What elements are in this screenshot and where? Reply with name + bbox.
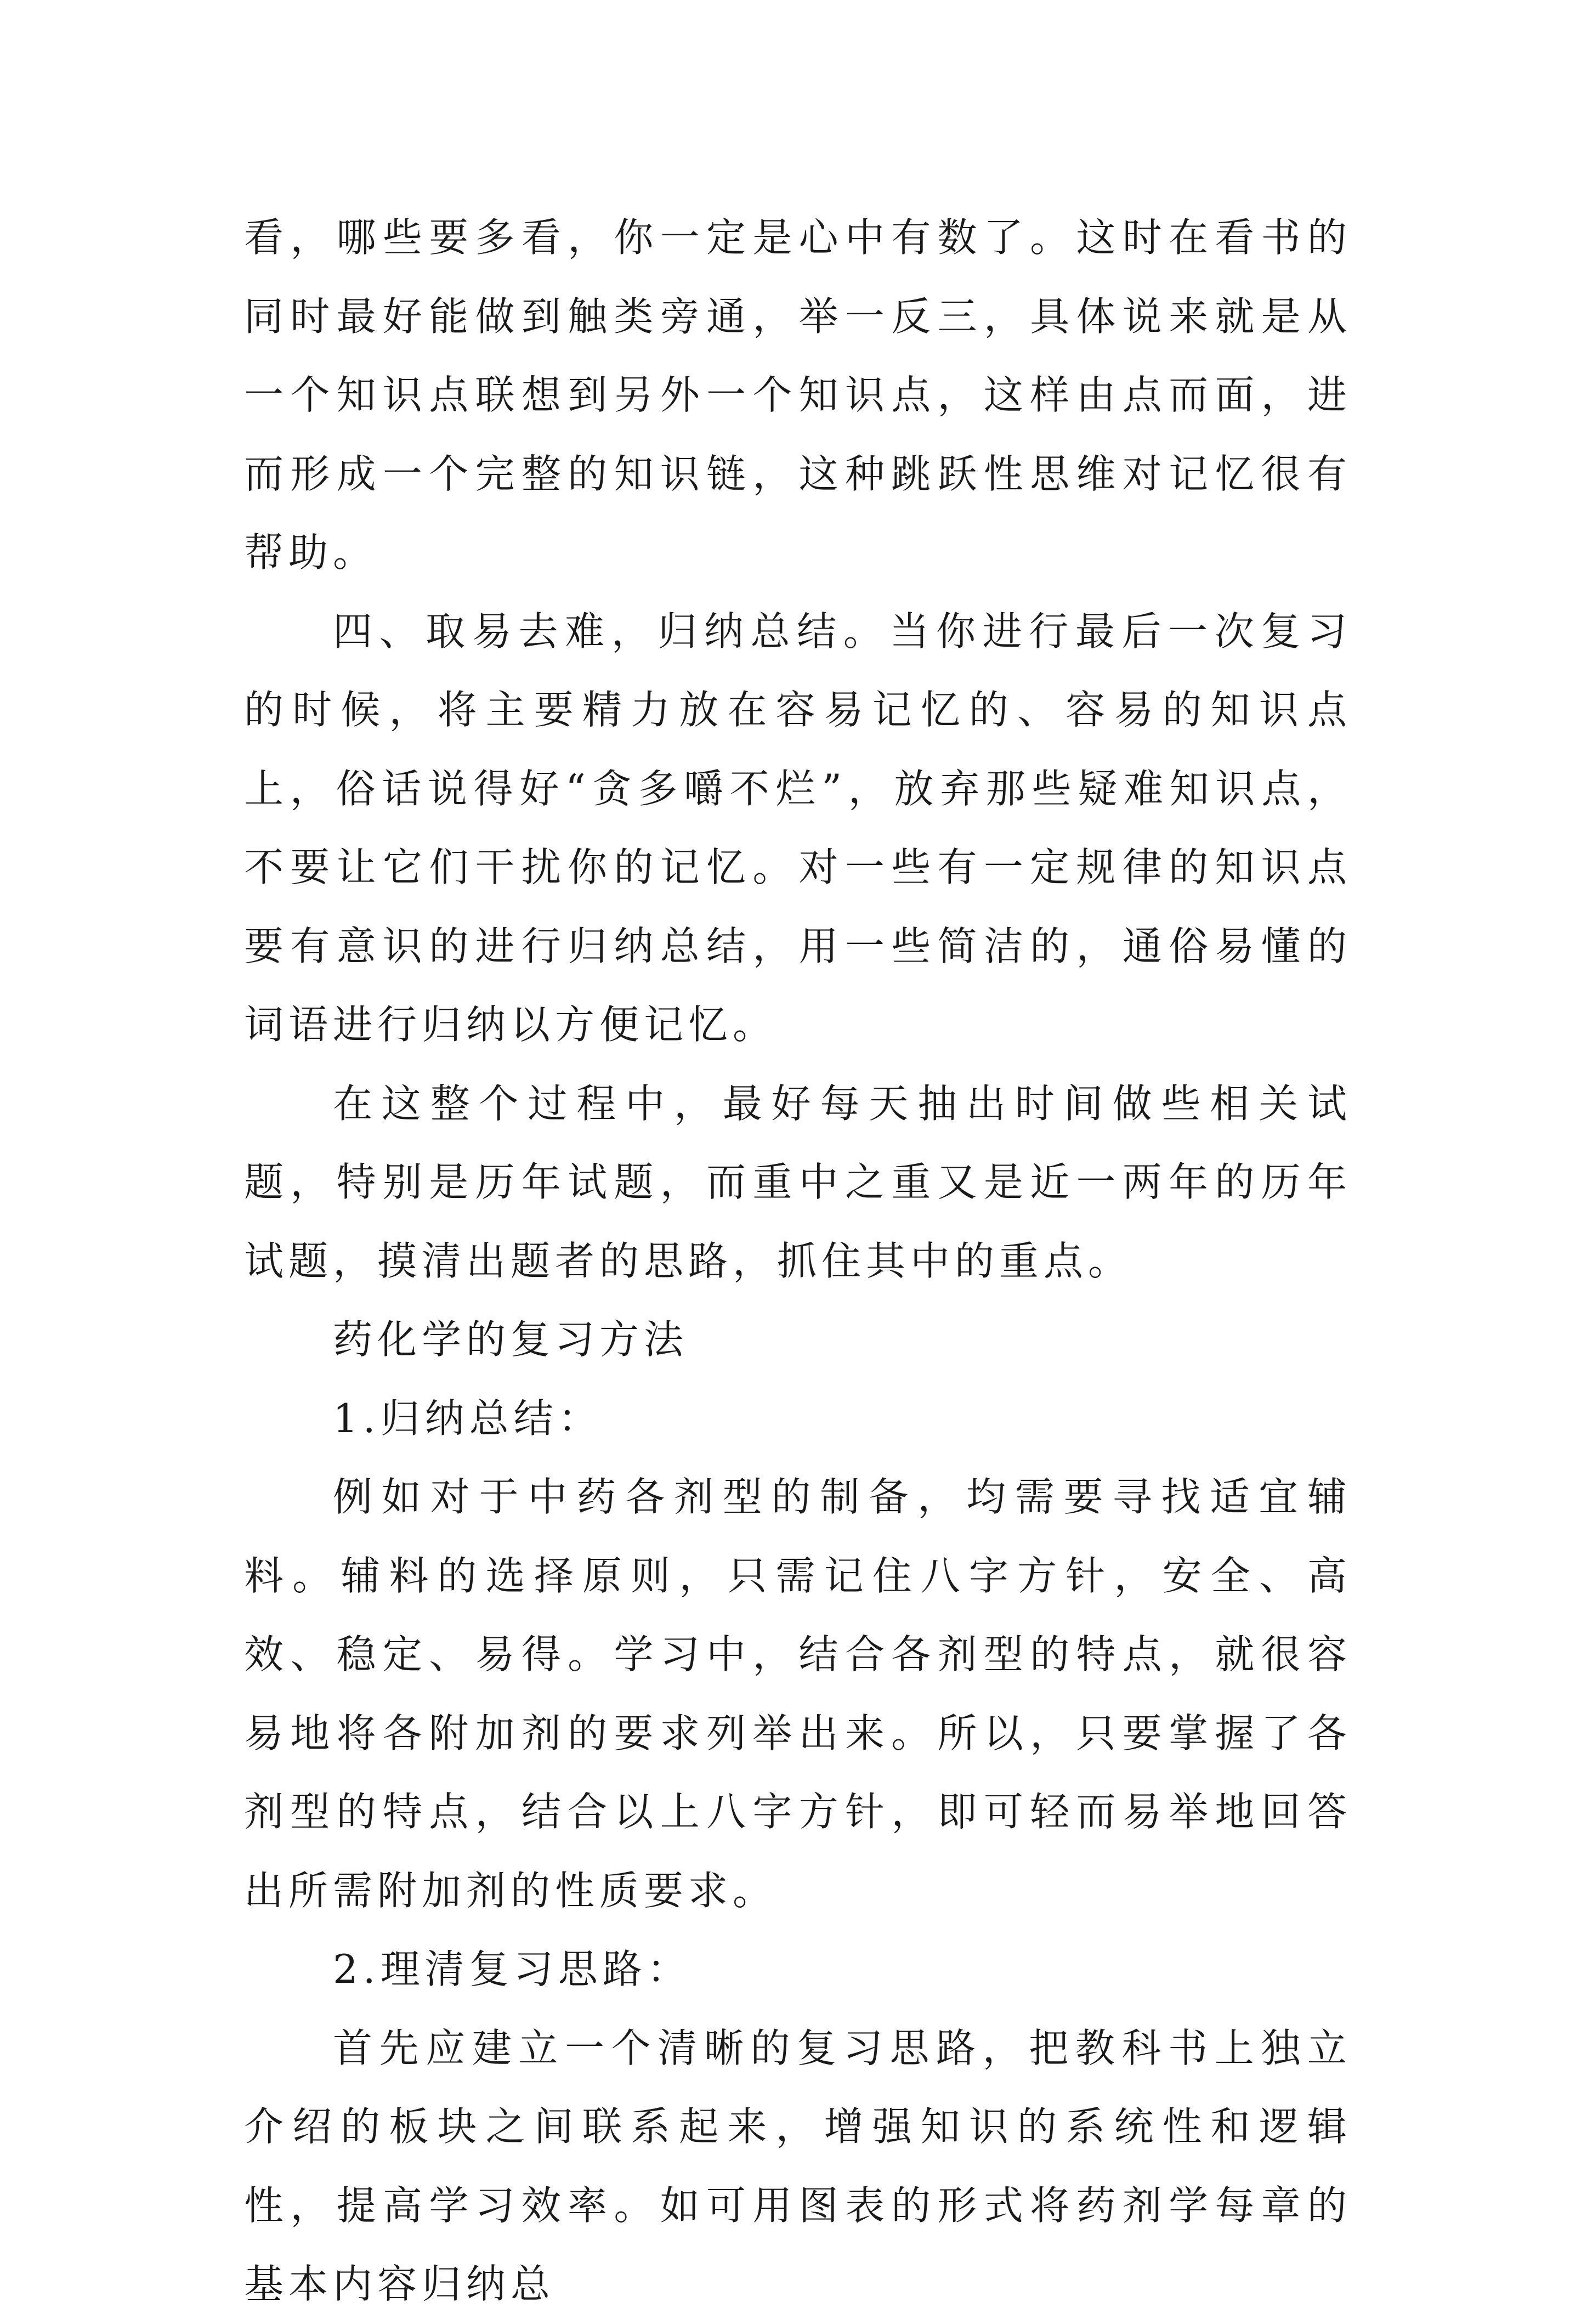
subheading-review-approach: 2.理清复习思路： (333, 1946, 692, 1992)
body-text (244, 199, 1352, 2324)
paragraph-continued: 看，哪些要多看，你一定是心中有数了。这时在看书的同时最好能做到触类旁通，举一反三，具体说来就是从一个知识点联想到另外一个知识点，这样由点而面，进而形成一个完整的知识链，这种跳跃性思维对记忆很有帮助。 (244, 214, 1352, 575)
subheading-summarize: 1.归纳总结： (333, 1395, 603, 1441)
paragraph-review-approach: 首先应建立一个清晰的复习思路，把教科书上独立介绍的板块之间联系起来，增强知识的系统性和逻辑性，提高学习效率。如可用图表的形式将药剂学每章的基本内容归纳总 (244, 2025, 1352, 2307)
paragraph-excipients: 例如对于中药各剂型的制备，均需要寻找适宜辅料。辅料的选择原则，只需记住八字方针，安全、高效、稳定、易得。学习中，结合各剂型的特点，就很容易地将各附加剂的要求列举出来。所以，只要掌握了各剂型的特点，结合以上八字方针，即可轻而易举地回答出所需附加剂的性质要求。 (244, 1474, 1352, 1914)
paragraph-practice-tests: 在这整个过程中，最好每天抽出时间做些相关试题，特别是历年试题，而重中之重又是近一两年的历年试题，摸清出题者的思路，抓住其中的重点。 (244, 1080, 1352, 1284)
section-heading-review-methods: 药化学的复习方法 (333, 1316, 689, 1362)
paragraph-section-four: 四、取易去难，归纳总结。当你进行最后一次复习的时候，将主要精力放在容易记忆的、容易的知识点上，俗话说得好“贪多嚼不烂”，放弃那些疑难知识点，不要让它们干扰你的记忆。对一些有一定规律的知识点要有意识的进行归纳总结，用一些简洁的，通俗易懂的词语进行归纳以方便记忆。 (244, 608, 1352, 1048)
